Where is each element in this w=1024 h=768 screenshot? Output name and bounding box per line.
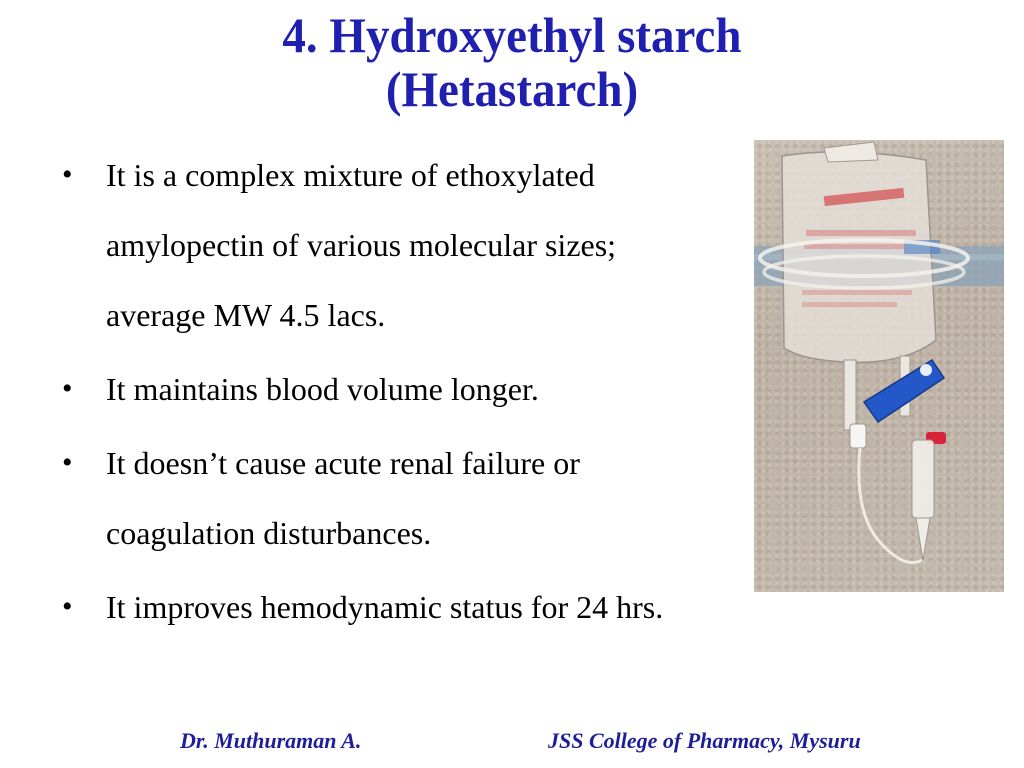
bullet-text: coagulation disturbances. <box>106 515 432 551</box>
slide-title-line-2: (Hetastarch) <box>385 61 639 117</box>
slide-title <box>31 8 994 116</box>
footer-institution: JSS College of Pharmacy, Mysuru <box>548 728 861 753</box>
label-text-lines <box>802 290 912 295</box>
bullet-text: It improves hemodynamic status for 24 hrs. <box>106 589 664 625</box>
bullet-text: It doesn’t cause acute renal failure or <box>106 445 580 481</box>
bag-port-left <box>844 360 856 430</box>
label-text-lines <box>804 244 904 249</box>
bullet-text: It maintains blood volume longer. <box>106 371 539 407</box>
bullet-glyph: • <box>62 372 73 405</box>
drip-chamber <box>912 440 934 518</box>
bullet-glyph: • <box>62 590 73 623</box>
drip-tip <box>916 518 930 560</box>
slide-title-line-1: 4. Hydroxyethyl starch <box>282 7 742 63</box>
bullet-item <box>62 354 822 424</box>
bullet-text: average MW 4.5 lacs. <box>106 297 386 333</box>
footer-author: Dr. Muthuraman A. <box>180 728 362 753</box>
port-cap <box>850 424 866 448</box>
bullet-glyph: • <box>62 158 73 191</box>
iv-bag-photo <box>754 140 1004 592</box>
label-text-lines <box>802 302 897 307</box>
bullet-text: amylopectin of various molecular sizes; <box>106 227 617 263</box>
bullet-item <box>62 572 822 642</box>
bullet-text: It is a complex mixture of ethoxylated <box>106 157 595 193</box>
bag-hanger <box>824 142 878 162</box>
bullet-item <box>62 140 822 350</box>
label-text-lines <box>806 230 916 236</box>
bullet-item <box>62 428 822 568</box>
iv-bag-illustration <box>754 140 1004 592</box>
bullet-glyph: • <box>62 446 73 479</box>
bullet-list <box>62 140 822 646</box>
roller-wheel <box>920 364 932 376</box>
